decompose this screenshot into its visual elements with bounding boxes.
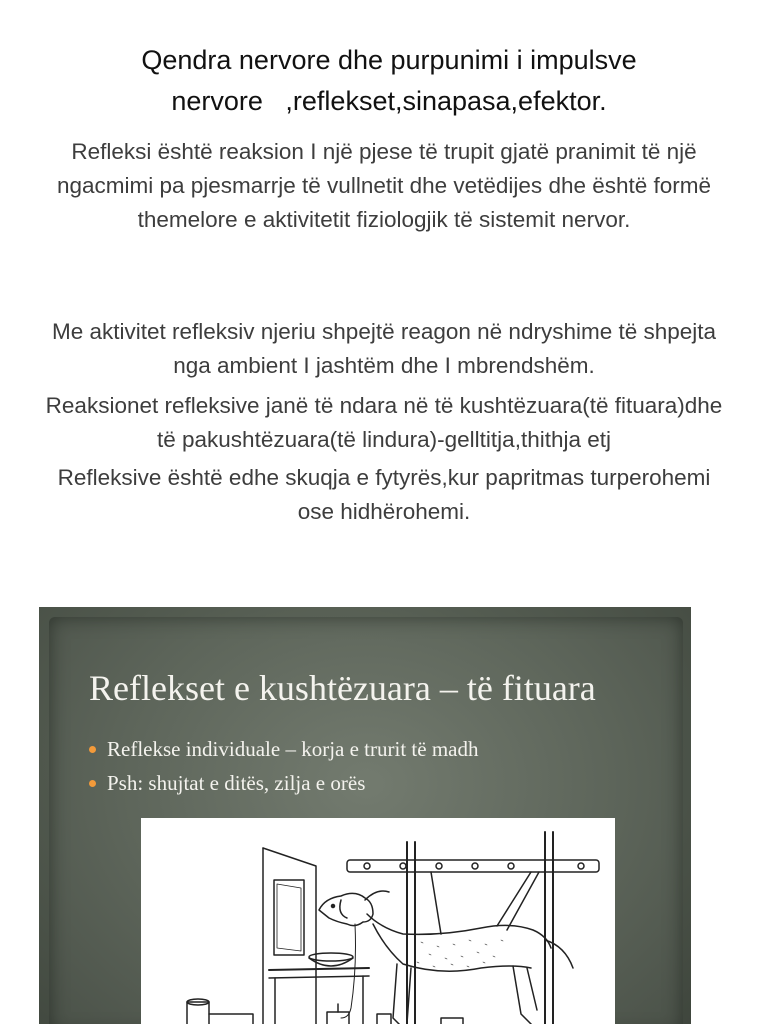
bullet-dot-icon bbox=[89, 780, 96, 787]
slide-bullet-item bbox=[89, 766, 478, 800]
paragraph-reflex-definition: Refleksi është reaksion I një pjese të trupit gjatë pranimit të një ngacmimi pa pjesmarrje të vullnetit dhe vetëdijes dhe është formë themelore e aktivitetit fiziologjik të sistemit nervor. bbox=[56, 139, 712, 232]
paragraph-reflex-example: Refleksive është edhe skuqja e fytyrës,kur papritmas turperohemi ose hidhërohemi. bbox=[57, 465, 711, 524]
slide-title: Reflekset e kushtëzuara – të fituara bbox=[89, 668, 596, 708]
slide-frame bbox=[49, 617, 683, 1024]
pavlov-dog-illustration bbox=[141, 818, 615, 1024]
paragraph-reflex-types: Reaksionet refleksive janë të ndara në të kushtëzuara(të fituara)dhe të pakushtëzuara(të lindura)-gelltitja,thithja etj bbox=[45, 393, 723, 452]
pavlov-experiment-drawing bbox=[141, 818, 615, 1024]
bullet-dot-icon bbox=[89, 746, 96, 753]
slide-bullet-text: Psh: shujtat e ditës, zilja e orës bbox=[107, 771, 366, 795]
slide-bullet-list bbox=[89, 732, 478, 800]
slide-bullet-text: Reflekse individuale – korja e trurit të madh bbox=[107, 737, 479, 761]
slide-bullet-item bbox=[89, 732, 478, 766]
slide-image bbox=[39, 607, 691, 1024]
paragraph-reflex-activity: Me aktivitet refleksiv njeriu shpejtë reagon në ndryshime të shpejta nga ambient I jashtëm dhe I mbrendshëm. bbox=[51, 319, 717, 378]
page-title: Qendra nervore dhe purpunimi i impulsve nervore ,reflekset,sinapasa,efektor. bbox=[141, 45, 637, 116]
